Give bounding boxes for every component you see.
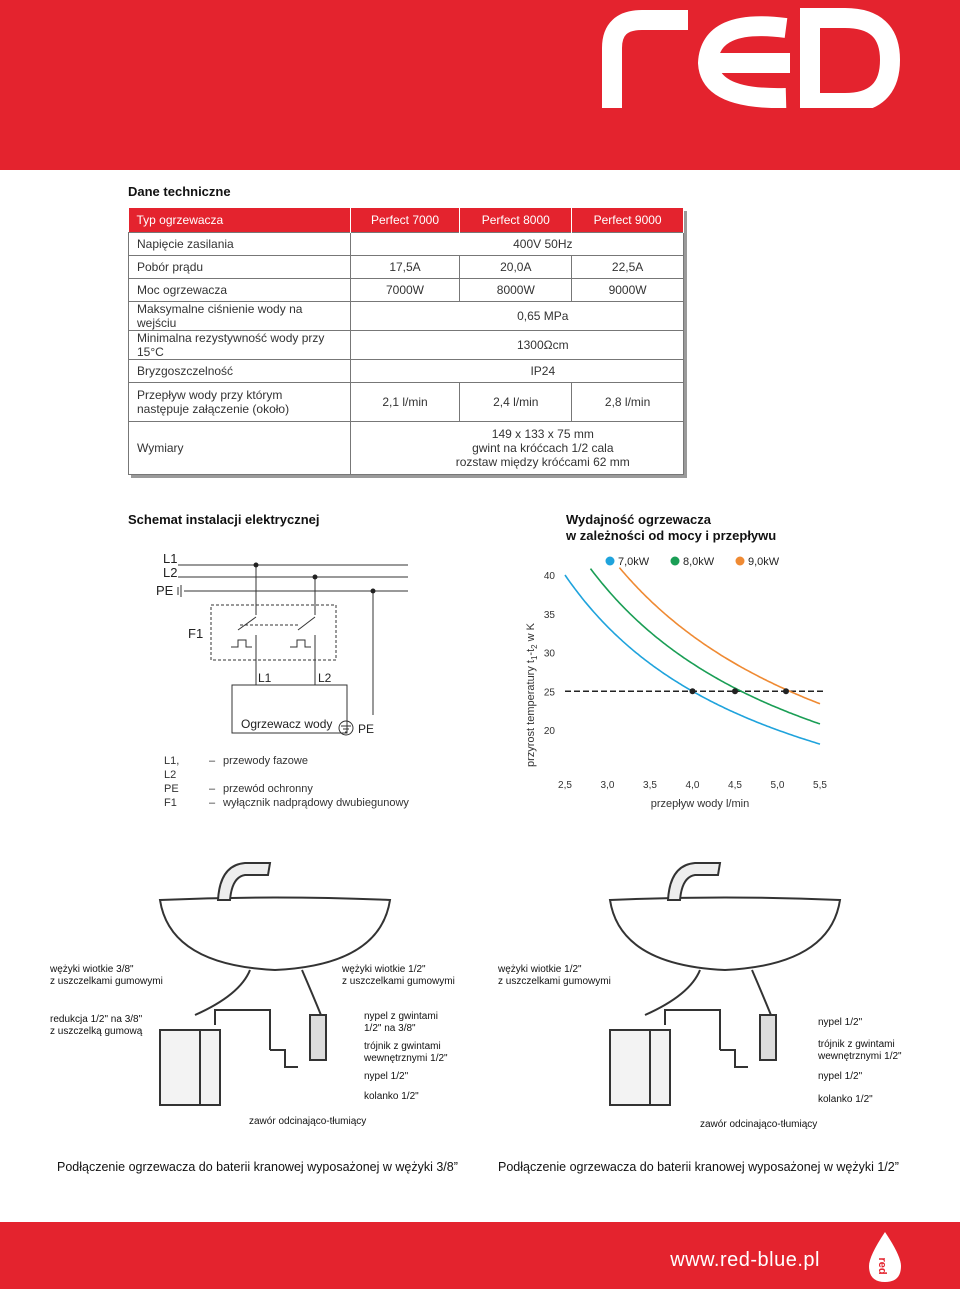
label-left-b	[342, 964, 455, 988]
terminal-label: L2	[318, 671, 332, 685]
row-value: 8000W	[460, 279, 572, 302]
chart-title: Wydajność ogrzewacza	[566, 512, 711, 527]
performance-chart	[520, 545, 840, 815]
label-right-b: nypel 1/2"	[818, 1017, 863, 1028]
label-left-e	[364, 1041, 448, 1065]
drop-logo-icon	[865, 1230, 905, 1285]
table-header-row	[129, 208, 684, 233]
y-axis-label-mid: -t	[525, 648, 537, 656]
legend-swatch	[736, 557, 745, 566]
legend-label: 7,0kW	[618, 556, 650, 568]
legend-text: przewody fazowe	[223, 755, 308, 767]
row-value: 1300Ωcm	[350, 331, 683, 360]
f1-label: F1	[188, 626, 204, 641]
heater-label: Ogrzewacz wody	[241, 717, 333, 731]
legend-key: L1, L2	[164, 755, 180, 781]
x-tick-label: 2,5	[558, 780, 572, 791]
row-label-line: następuje załączenie (około)	[137, 402, 290, 416]
x-tick-label: 5,5	[813, 780, 827, 791]
wiring-diagram	[148, 545, 408, 750]
table-row	[129, 331, 684, 360]
legend-swatch	[671, 557, 680, 566]
svg-text:red: red	[876, 1257, 888, 1275]
label-line: wężyki wiotkie 1/2"	[342, 964, 426, 975]
row-label: Napięcie zasilania	[129, 233, 351, 256]
table-row	[129, 279, 684, 302]
line-label: PE	[156, 583, 174, 598]
legend-row: L1, L2 – przewody fazowe	[164, 755, 308, 781]
row-value: 17,5A	[350, 256, 460, 279]
y-tick-label: 30	[543, 648, 555, 660]
y-tick-label: 20	[543, 726, 555, 737]
series-marker	[732, 688, 738, 694]
header-cell: Perfect 9000	[572, 208, 684, 233]
label-line: z uszczelką gumową	[50, 1026, 143, 1037]
legend-label: 8,0kW	[683, 556, 715, 568]
label-left-c	[50, 1014, 142, 1038]
label-line: z uszczelkami gumowymi	[50, 976, 163, 987]
label-line: trójnik z gwintami	[364, 1041, 441, 1052]
series-line	[591, 569, 821, 724]
row-label: Bryzgoszczelność	[129, 360, 351, 383]
label-right-c	[818, 1039, 902, 1063]
dims-line: gwint na króćcach 1/2 cala	[472, 441, 614, 455]
header-cell: Perfect 8000	[460, 208, 572, 233]
label-line: wewnętrznymi 1/2"	[818, 1051, 902, 1062]
label-line: 1/2" na 3/8"	[364, 1023, 416, 1034]
legend-text: wyłącznik nadprądowy dwubiegunowy	[223, 797, 409, 809]
label-left-d	[364, 1011, 438, 1035]
label-line: wężyki wiotkie 3/8"	[50, 964, 134, 975]
label-left-h: zawór odcinająco-tłumiący	[249, 1116, 367, 1127]
label-right-d: nypel 1/2"	[818, 1071, 863, 1082]
row-label: Maksymalne ciśnienie wody na wejściu	[129, 302, 351, 331]
row-value: 2,1 l/min	[350, 383, 460, 422]
chart-legend	[606, 556, 780, 568]
row-label: Moc ogrzewacza	[129, 279, 351, 302]
legend-text: przewód ochronny	[223, 783, 313, 795]
label-line: wewnętrznymi 1/2"	[364, 1053, 448, 1064]
row-value: IP24	[350, 360, 683, 383]
legend-key: PE	[164, 783, 179, 795]
x-tick-label: 3,5	[643, 780, 657, 791]
x-tick-label: 5,0	[770, 780, 785, 791]
x-tick-label: 3,0	[600, 780, 615, 791]
row-value: 9000W	[572, 279, 684, 302]
label-right-e: kolanko 1/2"	[818, 1094, 873, 1105]
row-value: 20,0A	[460, 256, 572, 279]
site-url[interactable]: www.red-blue.pl	[670, 1249, 820, 1271]
series-marker	[690, 688, 696, 694]
label-left-g: kolanko 1/2"	[364, 1091, 419, 1102]
row-value	[350, 422, 683, 475]
pe-label: PE	[358, 722, 375, 736]
legend-key: F1	[164, 797, 177, 809]
table-row	[129, 302, 684, 331]
chart-subtitle: w zależności od mocy i przepływu	[566, 528, 777, 543]
y-axis-label-tail: w K	[525, 622, 537, 645]
wiring-title: Schemat instalacji elektrycznej	[128, 512, 320, 527]
label-line: z uszczelkami gumowymi	[498, 976, 611, 987]
label-line: wężyki wiotkie 1/2"	[498, 964, 582, 975]
caption-right: Podłączenie ogrzewacza do baterii kranowej wyposażonej w wężyki 1/2”	[498, 1160, 899, 1174]
row-label: Pobór prądu	[129, 256, 351, 279]
x-tick-label: 4,0	[685, 780, 700, 791]
row-value: 7000W	[350, 279, 460, 302]
line-label: L2	[163, 565, 178, 580]
row-label	[129, 383, 351, 422]
row-label-line: Przepływ wody przy którym	[137, 388, 283, 402]
legend-label: 9,0kW	[748, 556, 780, 568]
y-tick-label: 40	[543, 571, 555, 582]
caption-left: Podłączenie ogrzewacza do baterii kranowej wyposażonej w wężyki 3/8”	[57, 1160, 458, 1174]
row-value: 400V 50Hz	[350, 233, 683, 256]
row-label: Minimalna rezystywność wody przy 15°C	[129, 331, 351, 360]
label-left-a	[50, 964, 163, 988]
label-line: z uszczelkami gumowymi	[342, 976, 455, 987]
y-axis-label-sub: 1	[530, 655, 539, 661]
label-line: redukcja 1/2" na 3/8"	[50, 1014, 143, 1025]
terminal-label: L1	[258, 671, 272, 685]
legend-swatch	[606, 557, 615, 566]
x-tick-label: 4,5	[728, 780, 742, 791]
label-right-f: zawór odcinająco-tłumiący	[700, 1119, 818, 1130]
table-row	[129, 256, 684, 279]
series-marker	[783, 688, 789, 694]
series-line	[619, 568, 820, 704]
y-axis-label	[525, 622, 539, 767]
label-right-a	[498, 964, 611, 988]
y-axis-label-text: przyrost temperatury t	[525, 660, 537, 768]
table-title: Dane techniczne	[128, 184, 231, 199]
series-line	[565, 575, 820, 744]
red-logo	[600, 8, 900, 108]
dims-line: 149 x 133 x 75 mm	[491, 427, 594, 441]
label-line: trójnik z gwintami	[818, 1039, 895, 1050]
label-line: nypel z gwintami	[364, 1011, 438, 1022]
wiring-legend	[164, 754, 409, 810]
row-value: 2,8 l/min	[572, 383, 684, 422]
spec-table	[128, 208, 684, 475]
y-tick-label: 25	[543, 687, 555, 699]
install-diagram-left	[40, 855, 490, 1155]
dims-line: rozstaw między króćcami 62 mm	[455, 455, 630, 469]
header-cell: Perfect 7000	[350, 208, 460, 233]
table-row	[129, 383, 684, 422]
label-left-f: nypel 1/2"	[364, 1071, 409, 1082]
table-row	[129, 360, 684, 383]
x-axis-label: przepływ wody l/min	[650, 798, 750, 810]
legend-row: PE – przewód ochronny	[164, 783, 313, 795]
row-value: 0,65 MPa	[350, 302, 683, 331]
row-label: Wymiary	[129, 422, 351, 475]
legend-row: F1 – wyłącznik nadprądowy dwubiegunowy	[164, 797, 409, 809]
header-cell: Typ ogrzewacza	[129, 208, 351, 233]
table-row	[129, 422, 684, 475]
y-tick-label: 35	[543, 609, 555, 621]
row-value: 22,5A	[572, 256, 684, 279]
line-label: L1	[163, 551, 178, 566]
install-diagram-right	[490, 855, 940, 1155]
y-axis-label-sub: 2	[530, 644, 539, 649]
row-value: 2,4 l/min	[460, 383, 572, 422]
table-row	[129, 233, 684, 256]
